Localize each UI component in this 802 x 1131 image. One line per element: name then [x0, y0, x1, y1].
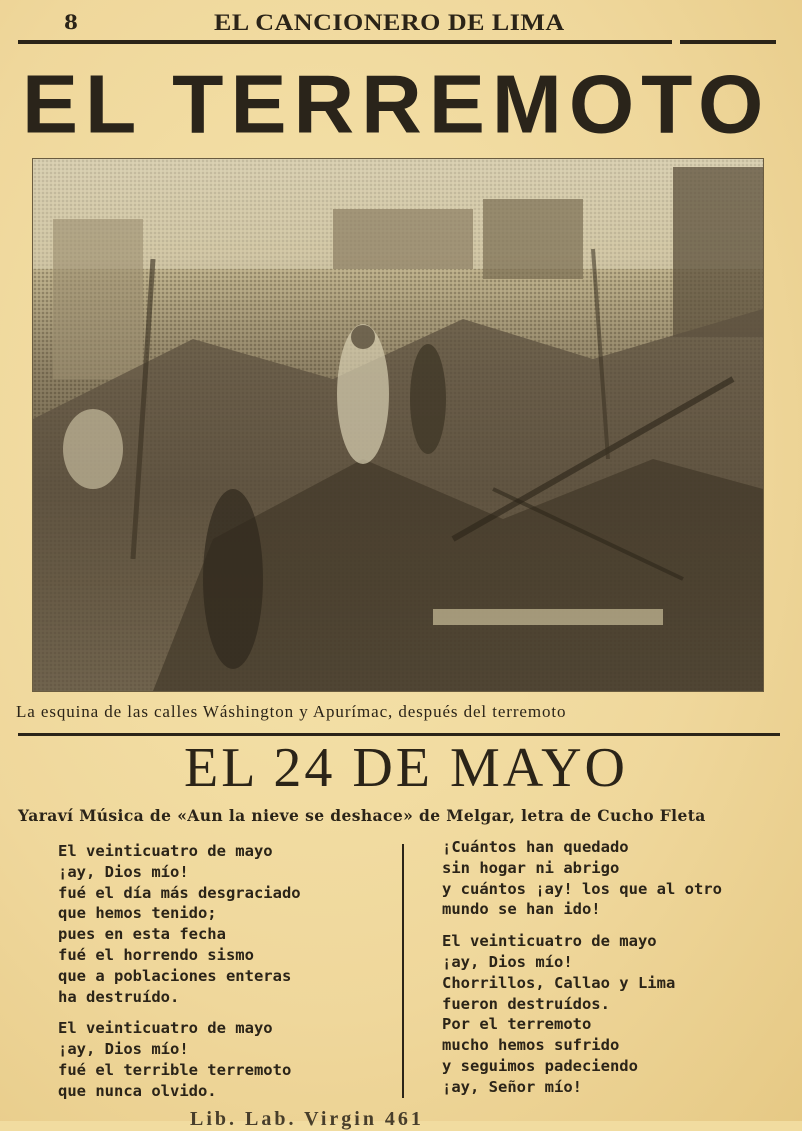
- lyric-line: ¡ay, Señor mío!: [442, 1077, 582, 1096]
- lyrics-left-column: [58, 841, 388, 1113]
- lyric-line: ¡ay, Dios mío!: [58, 1040, 189, 1059]
- lyric-line: ¡Cuántos han quedado: [442, 838, 629, 856]
- lyric-line: que nunca olvido.: [58, 1081, 217, 1100]
- masthead-rule-right: [680, 40, 776, 44]
- lyric-line: que hemos tenido;: [58, 904, 217, 923]
- lyric-line: mucho hemos sufrido: [442, 1036, 620, 1055]
- lyric-line: ha destruído.: [58, 987, 180, 1006]
- lyric-line: ¡ay, Dios mío!: [442, 952, 573, 971]
- stanza: [442, 837, 782, 920]
- lyric-line: que a poblaciones enteras: [58, 966, 292, 985]
- lyric-line: El veinticuatro de mayo: [442, 932, 657, 951]
- lyric-line: y seguimos padeciendo: [442, 1056, 638, 1075]
- lyric-line: sin hogar ni abrigo: [442, 858, 620, 877]
- lyric-line: El veinticuatro de mayo: [58, 1019, 273, 1038]
- rubble-scene: [33, 159, 763, 691]
- song-title: EL 24 DE MAYO: [184, 737, 628, 799]
- stanza: [442, 931, 782, 1097]
- lyric-line: fueron destruídos.: [442, 994, 610, 1013]
- lyric-line: ¡ay, Dios mío!: [58, 862, 189, 881]
- lyric-line: mundo se han ido!: [442, 900, 601, 919]
- lyrics-right-column: [442, 837, 782, 1109]
- headline: EL TERREMOTO: [22, 57, 771, 151]
- earthquake-photo: [32, 158, 764, 692]
- lyric-line: fué el terrible terremoto: [58, 1060, 292, 1079]
- stanza: [58, 841, 388, 1007]
- photo-caption: La esquina de las calles Wáshington y Apurímac, después del terremoto: [16, 702, 567, 721]
- lyric-line: fué el día más desgraciado: [58, 883, 301, 902]
- lyric-line: y cuántos ¡ay! los que al otro: [442, 879, 722, 898]
- cut-off-footer: Lib. Lab. Virgin 461: [190, 1108, 424, 1130]
- song-byline: Yaraví Música de «Aun la nieve se deshace» de Melgar, letra de Cucho Fleta: [18, 806, 706, 825]
- lyric-line: fué el horrendo sismo: [58, 945, 254, 964]
- lyric-line: Chorrillos, Callao y Lima: [442, 973, 676, 992]
- lyric-line: pues en esta fecha: [58, 925, 226, 944]
- stanza: [58, 1018, 388, 1101]
- masthead-rule: [18, 40, 672, 44]
- column-divider: [402, 844, 404, 1098]
- publication-masthead: EL CANCIONERO DE LIMA: [214, 9, 565, 36]
- page-number: 8: [64, 10, 78, 34]
- lyric-line: El veinticuatro de mayo: [58, 842, 273, 860]
- lyric-line: Por el terremoto: [442, 1015, 592, 1034]
- caption-rule: [18, 733, 780, 736]
